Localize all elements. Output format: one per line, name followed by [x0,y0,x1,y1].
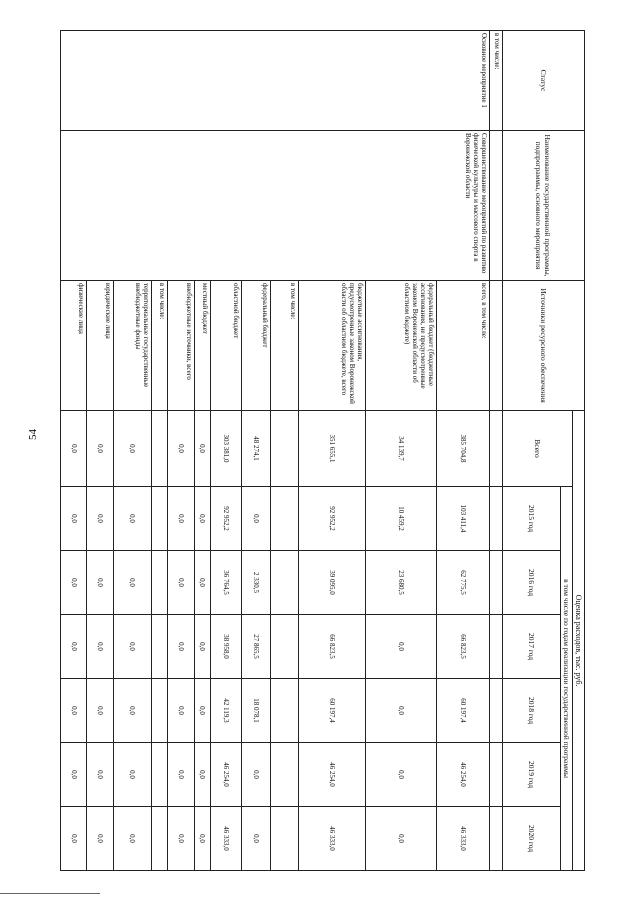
value-cell: 46 254,0 [437,743,489,807]
value-cell: 0,0 [87,679,113,743]
value-cell: 46 333,0 [437,807,489,871]
header-estimate: Оценка расходов, тыс. руб. [573,411,585,871]
value-cell: 42 119,3 [211,679,242,743]
value-cell: 0,0 [168,807,194,871]
status-main-event: Основное мероприятие 1 [61,31,490,131]
value-cell: 0,0 [113,743,151,807]
source-cell: всего, в том числе: [437,281,489,411]
value-cell: 0,0 [194,487,211,551]
total-cell: 0,0 [194,411,211,487]
header-source: Источники ресурсного обеспечения [503,281,585,411]
header-year: 2017 год [503,615,561,679]
total-cell: 0,0 [61,411,87,487]
total-cell: 303 381,0 [211,411,242,487]
header-year: 2015 год [503,487,561,551]
total-cell: 351 655,1 [299,411,366,487]
value-cell: 0,0 [61,807,87,871]
expenses-table [60,30,585,871]
value-cell: 0,0 [366,615,437,679]
value-cell: 0,0 [168,487,194,551]
value-cell: 0,0 [366,743,437,807]
source-cell: территориальные государственные внебюджетные фонды [113,281,151,411]
source-cell: юридические лица [87,281,113,411]
value-cell: 0,0 [242,807,271,871]
header-year: 2016 год [503,551,561,615]
rotated-table-container [60,30,585,870]
source-cell: в том числе: [151,281,168,411]
page-number: 54 [27,429,39,440]
value-cell: 23 680,5 [366,551,437,615]
value-cell: 46 333,0 [211,807,242,871]
value-cell: 0,0 [113,807,151,871]
value-cell: 0,0 [194,615,211,679]
source-cell: областной бюджет [211,281,242,411]
value-cell: 0,0 [87,487,113,551]
header-total: Всего [503,411,573,487]
value-cell: 103 411,4 [437,487,489,551]
value-cell: 36 764,5 [211,551,242,615]
value-cell: 0,0 [194,679,211,743]
value-cell: 92 952,2 [299,487,366,551]
value-cell: 0,0 [366,679,437,743]
value-cell: 0,0 [61,679,87,743]
header-name: Наименование государственной программы, подпрограммы, основного мероприятия [503,131,585,281]
value-cell: 0,0 [113,551,151,615]
source-cell: внебюджетные источники, всего [168,281,194,411]
value-cell: 60 197,4 [437,679,489,743]
value-cell: 10 459,2 [366,487,437,551]
value-cell: 92 952,2 [211,487,242,551]
total-cell: 0,0 [87,411,113,487]
value-cell: 38 958,0 [211,615,242,679]
value-cell: 0,0 [113,487,151,551]
value-cell: 0,0 [168,615,194,679]
value-cell: 18 078,1 [242,679,271,743]
value-cell: 46 254,0 [211,743,242,807]
value-cell: 0,0 [194,807,211,871]
value-cell: 0,0 [242,743,271,807]
value-cell: 66 823,5 [299,615,366,679]
value-cell: 0,0 [194,551,211,615]
value-cell: 0,0 [87,743,113,807]
value-cell: 0,0 [61,743,87,807]
value-cell: 2 330,5 [242,551,271,615]
value-cell: 0,0 [113,679,151,743]
total-cell: 0,0 [168,411,194,487]
value-cell: 0,0 [194,743,211,807]
source-cell: федеральный бюджет (бюджетные ассигнования, не предусмотренные законом Воронежской области об областном бюджете) [366,281,437,411]
value-cell: 27 865,5 [242,615,271,679]
header-by-years: в том числе по годам реализации государственной программы [561,487,573,871]
source-cell: федеральный бюджет [242,281,271,411]
value-cell: 0,0 [113,615,151,679]
value-cell: 46 333,0 [299,807,366,871]
value-cell: 62 775,5 [437,551,489,615]
page-edge-line [0,893,100,894]
total-cell: 0,0 [113,411,151,487]
value-cell: 0,0 [87,551,113,615]
header-year: 2019 год [503,743,561,807]
value-cell: 0,0 [168,679,194,743]
status-incl-cell: в том числе: [489,31,502,131]
value-cell: 0,0 [366,807,437,871]
value-cell: 39 095,0 [299,551,366,615]
value-cell: 46 254,0 [299,743,366,807]
source-cell: местный бюджет [194,281,211,411]
value-cell: 0,0 [168,551,194,615]
total-cell: 48 274,1 [242,411,271,487]
value-cell: 0,0 [168,743,194,807]
header-year: 2020 год [503,807,561,871]
value-cell: 60 197,4 [299,679,366,743]
value-cell: 0,0 [87,615,113,679]
total-cell: 385 704,8 [437,411,489,487]
value-cell: 0,0 [87,807,113,871]
total-cell: 34 139,7 [366,411,437,487]
header-year: 2018 год [503,679,561,743]
value-cell: 0,0 [61,487,87,551]
source-cell: в том числе: [270,281,299,411]
value-cell: 66 823,5 [437,615,489,679]
event-name: Совершенствование мероприятий по развитию физической культуры и массового спорта в Воронежской области [61,131,490,281]
value-cell: 0,0 [242,487,271,551]
source-cell: бюджетные ассигнования, предусмотренные законом Воронежской области об областном бюджете, всего [299,281,366,411]
value-cell: 0,0 [61,551,87,615]
header-status: Статус [503,31,585,131]
value-cell: 0,0 [61,615,87,679]
source-cell: физические лица [61,281,87,411]
